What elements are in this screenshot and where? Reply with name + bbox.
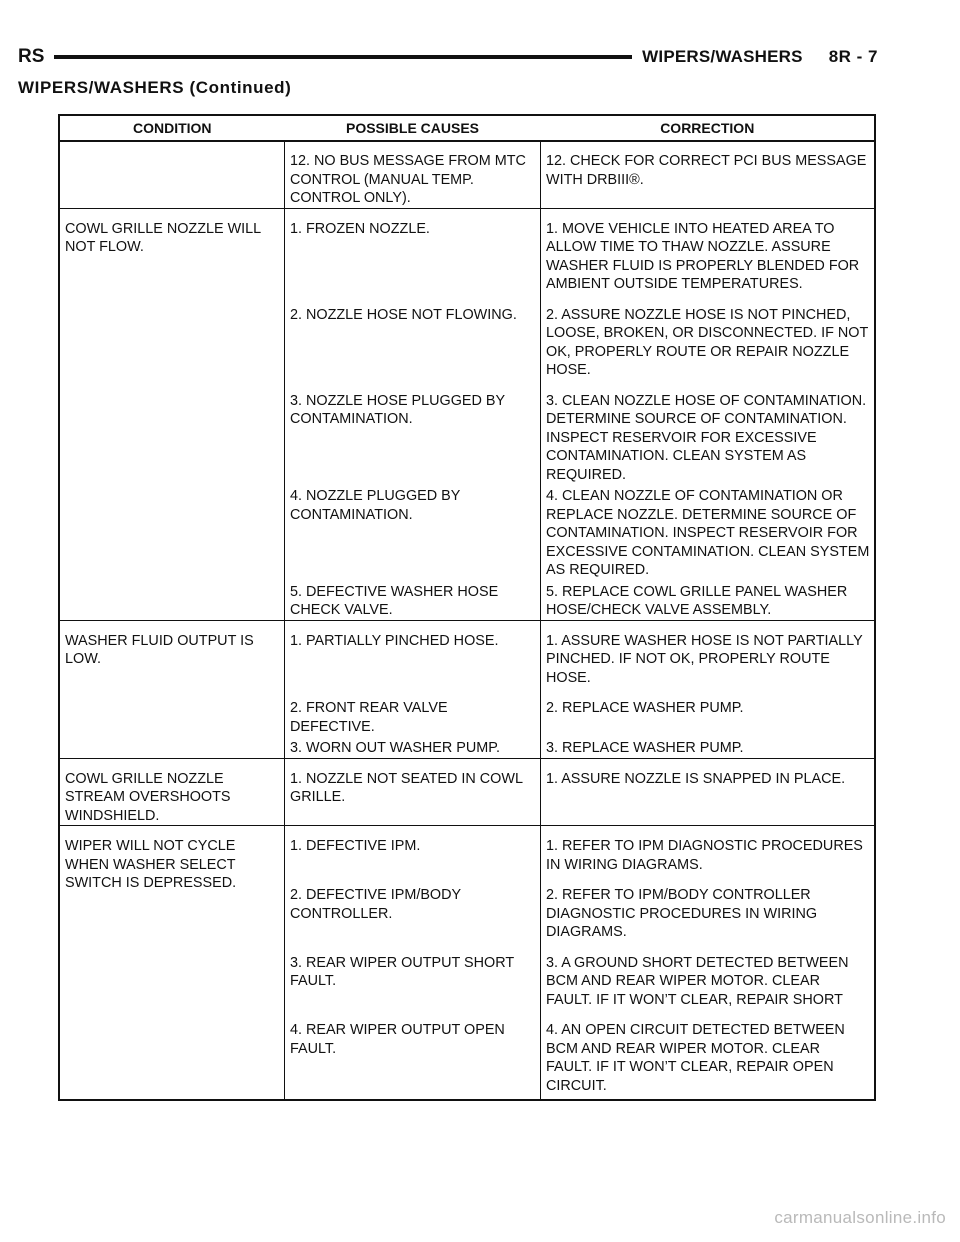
correction-cell: 3. CLEAN NOZZLE HOSE OF CONTAMINATION. DETERMINE SOURCE OF CONTAMINATION. INSPECT RESERVOIR FOR EXCESSIVE CONTAMINATION. CLEAN SYSTEM AS REQUIRED. [546, 392, 867, 483]
cause-cell: 3. NOZZLE HOSE PLUGGED BY CONTAMINATION. [285, 380, 541, 485]
table-row [59, 141, 875, 208]
table-row [59, 208, 875, 294]
header-section-code: RS [18, 46, 45, 67]
cause-cell: 1. PARTIALLY PINCHED HOSE. [285, 620, 541, 687]
correction-cell: 1. MOVE VEHICLE INTO HEATED AREA TO ALLOW TIME TO THAW NOZZLE. ASSURE WASHER FLUID IS PROPERLY BLENDED FOR AMBIENT OUTSIDE TEMPERATURES. [541, 208, 876, 294]
cause-cell: 3. REAR WIPER OUTPUT SHORT FAULT. [285, 942, 541, 1010]
condition-cell: WASHER FLUID OUTPUT IS LOW. [59, 620, 285, 687]
cause-cell: 2. DEFECTIVE IPM/BODY CONTROLLER. [285, 874, 541, 942]
page-number: 8R - 7 [828, 47, 878, 66]
cause-cell: 1. DEFECTIVE IPM. [285, 826, 541, 875]
cause-cell: 4. NOZZLE PLUGGED BY CONTAMINATION. [285, 484, 541, 580]
diagnosis-table [58, 114, 876, 1101]
correction-cell: 1. REFER TO IPM DIAGNOSTIC PROCEDURES IN WIRING DIAGRAMS. [541, 826, 876, 875]
table-row [59, 687, 875, 736]
table-header-row [59, 115, 875, 141]
cause-cell: 4. REAR WIPER OUTPUT OPEN FAULT. [285, 1009, 541, 1100]
cause-cell: 5. DEFECTIVE WASHER HOSE CHECK VALVE. [285, 580, 541, 621]
section-subtitle: WIPERS/WASHERS (Continued) [18, 78, 292, 97]
correction-cell: 3. A GROUND SHORT DETECTED BETWEEN BCM AND REAR WIPER MOTOR. CLEAR FAULT. IF IT WON’T CLEAR, REPAIR SHORT [546, 954, 849, 1008]
condition-cell [59, 484, 285, 580]
condition-cell [59, 687, 285, 736]
correction-cell: 2. ASSURE NOZZLE HOSE IS NOT PINCHED, LOOSE, BROKEN, OR DISCONNECTED. IF NOT OK, PROPERLY ROUTE OR REPAIR NOZZLE HOSE. [546, 306, 868, 378]
condition-cell: COWL GRILLE NOZZLE WILL NOT FLOW. [59, 208, 285, 294]
cause-cell: 1. NOZZLE NOT SEATED IN COWL GRILLE. [285, 758, 541, 826]
cause-cell: 3. WORN OUT WASHER PUMP. [285, 736, 541, 758]
condition-cell [59, 736, 285, 758]
table-row [59, 580, 875, 621]
table-row [59, 736, 875, 758]
condition-cell [59, 141, 285, 208]
correction-cell: 12. CHECK FOR CORRECT PCI BUS MESSAGE WITH DRBIII®. [546, 153, 867, 188]
column-header-condition: CONDITION [59, 115, 285, 141]
correction-cell: 2. REFER TO IPM/BODY CONTROLLER DIAGNOSTIC PROCEDURES IN WIRING DIAGRAMS. [546, 887, 818, 940]
cause-cell: 1. FROZEN NOZZLE. [285, 208, 541, 294]
site-watermark: carmanualsonline.info [774, 1208, 946, 1227]
column-header-correction: CORRECTION [541, 115, 876, 141]
column-header-possible-causes: POSSIBLE CAUSES [285, 115, 541, 141]
correction-cell: 2. REPLACE WASHER PUMP. [546, 700, 744, 716]
table-row [59, 620, 875, 687]
condition-cell: WIPER WILL NOT CYCLE WHEN WASHER SELECT SWITCH IS DEPRESSED. [59, 826, 285, 1101]
correction-cell: 4. AN OPEN CIRCUIT DETECTED BETWEEN BCM AND REAR WIPER MOTOR. CLEAR FAULT. IF IT WON’T CLEAR, REPAIR OPEN CIRCUIT. [546, 1022, 845, 1094]
correction-cell: 1. ASSURE NOZZLE IS SNAPPED IN PLACE. [541, 758, 876, 826]
table-row [59, 380, 875, 485]
correction-cell: 4. CLEAN NOZZLE OF CONTAMINATION OR REPLACE NOZZLE. DETERMINE SOURCE OF CONTAMINATION. INSPECT RESERVOIR FOR EXCESSIVE CONTAMINATION. CLEAN SYSTEM AS REQUIRED. [546, 488, 870, 578]
condition-cell [59, 294, 285, 380]
cause-cell: 12. NO BUS MESSAGE FROM MTC CONTROL (MANUAL TEMP. CONTROL ONLY). [285, 141, 541, 208]
header-rule [54, 55, 632, 59]
correction-cell: 1. ASSURE WASHER HOSE IS NOT PARTIALLY PINCHED. IF NOT OK, PROPERLY ROUTE HOSE. [541, 620, 876, 687]
page-header [18, 44, 878, 70]
cause-cell: 2. FRONT REAR VALVE DEFECTIVE. [285, 687, 541, 736]
condition-cell [59, 580, 285, 621]
condition-cell: COWL GRILLE NOZZLE STREAM OVERSHOOTS WINDSHIELD. [59, 758, 285, 826]
table-row [59, 484, 875, 580]
table-row [59, 758, 875, 826]
table-row [59, 826, 875, 875]
table-row [59, 294, 875, 380]
correction-cell: 5. REPLACE COWL GRILLE PANEL WASHER HOSE/CHECK VALVE ASSEMBLY. [546, 583, 848, 618]
header-chapter-title: WIPERS/WASHERS [642, 47, 803, 66]
correction-cell: 3. REPLACE WASHER PUMP. [546, 740, 744, 756]
condition-cell [59, 380, 285, 485]
cause-cell: 2. NOZZLE HOSE NOT FLOWING. [285, 294, 541, 380]
